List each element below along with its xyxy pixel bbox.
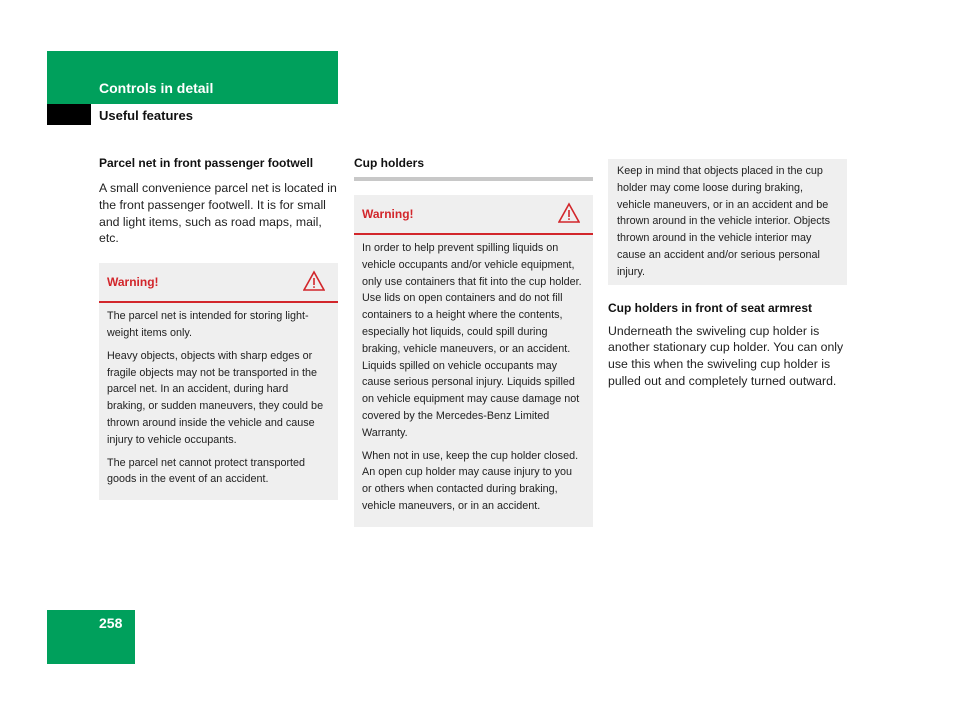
warning-header bbox=[99, 263, 338, 303]
section-marker bbox=[47, 104, 91, 125]
warning-paragraph: Heavy objects, objects with sharp edges or fragile objects may not be transported in the parcel net. In an accident, during hard braking, or sudden maneuvers, they could be thrown around inside the vehicle and cause injury to vehicle occupants. bbox=[107, 349, 324, 446]
heading-rule bbox=[354, 177, 593, 181]
cup-holders-heading: Cup holders bbox=[354, 156, 425, 170]
parcel-net-warning-box bbox=[99, 263, 338, 500]
note-text: Keep in mind that objects placed in the cup holder may come loose during braking, vehicle maneuvers, or in an accident and be thrown around in the vehicle interior. Objects thrown around in the vehicle interior may cause an accident and/or serious personal injury. bbox=[617, 165, 831, 278]
header-bar bbox=[47, 51, 338, 104]
section-title: Useful features bbox=[99, 108, 193, 123]
column-cup-holders bbox=[354, 156, 593, 527]
warning-paragraph: The parcel net is intended for storing light-weight items only. bbox=[107, 310, 309, 339]
warning-triangle-icon bbox=[303, 270, 325, 292]
warning-paragraph: In order to help prevent spilling liquids on vehicle occupants and/or vehicle equipment, only use containers that fit into the cup holder. Use lids on open containers and do not fill containers to a height where the contents, especially hot liquids, could spill during braking, vehicle maneuvers, or an accident. Liquids spilled on vehicle occupants may cause serious personal injury. Liquids spilled on vehicle equipment may cause damage not covered by the Mercedes-Benz Limited Warranty. bbox=[362, 242, 582, 439]
warning-label: Warning! bbox=[362, 207, 414, 221]
cup-holders-warning-box bbox=[354, 195, 593, 527]
page-number: 258 bbox=[99, 615, 123, 631]
warning-triangle-icon bbox=[558, 202, 580, 224]
warning-header bbox=[354, 195, 593, 235]
note-box bbox=[608, 159, 847, 285]
warning-body bbox=[99, 303, 338, 500]
armrest-cup-holders-heading: Cup holders in front of seat armrest bbox=[608, 300, 813, 315]
column-armrest-cup-holders bbox=[608, 159, 847, 390]
warning-label: Warning! bbox=[107, 275, 159, 290]
parcel-net-intro: A small convenience parcel net is located in the front passenger footwell. It is for small and light items, such as road maps, mail, etc. bbox=[99, 181, 337, 246]
column-parcel-net bbox=[99, 156, 338, 500]
parcel-net-heading: Parcel net in front passenger footwell bbox=[99, 156, 314, 170]
warning-paragraph: The parcel net cannot protect transported goods in the event of an accident. bbox=[107, 456, 306, 486]
warning-body bbox=[354, 235, 593, 527]
armrest-cup-holders-text: Underneath the swiveling cup holder is another stationary cup holder. You can only use this when the swiveling cup holder is pulled out and completely turned outward. bbox=[608, 323, 844, 388]
warning-paragraph: When not in use, keep the cup holder closed. An open cup holder may cause injury to you or others when contacted during braking, vehicle maneuvers, or in an accident. bbox=[362, 449, 579, 512]
chapter-title: Controls in detail bbox=[99, 80, 214, 96]
